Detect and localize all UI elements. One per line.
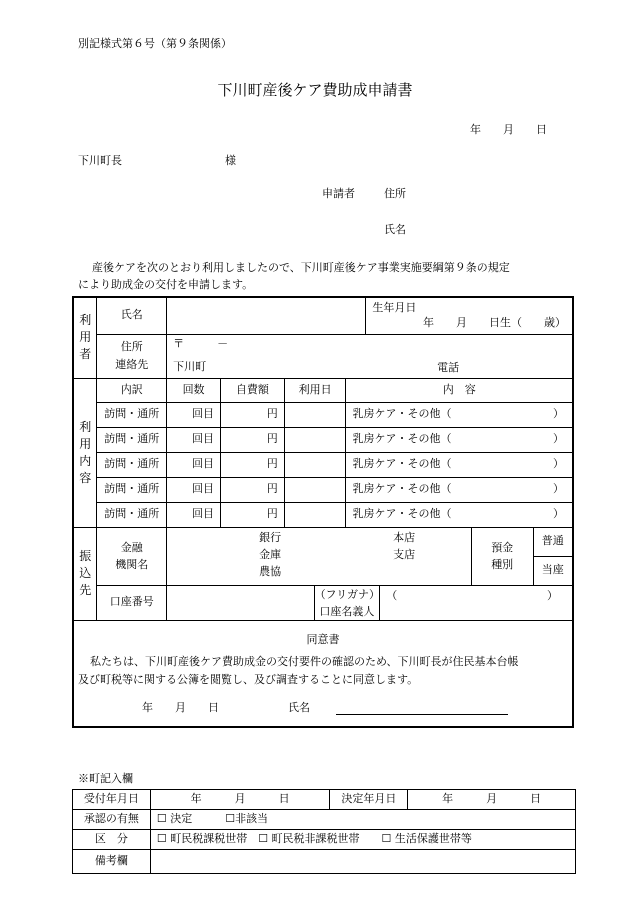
bank-label: 金融 機関名 xyxy=(97,527,167,585)
date-line: 年 月 日 xyxy=(470,123,547,136)
page-title: 下川町産後ケア費助成申請書 xyxy=(217,81,413,99)
row-content[interactable]: 乳房ケア・その他（ ） xyxy=(346,452,573,477)
remarks-field[interactable] xyxy=(150,850,575,874)
row-type: 訪問・通所 xyxy=(97,477,167,502)
account-holder-field[interactable]: （ ） xyxy=(380,585,573,620)
consent-line-2: 及び町税等に関する公簿を閲覧し、及び調査することに同意します。 xyxy=(78,672,419,686)
intro-line-1: 産後ケアを次のとおり利用しましたので、下川町産後ケア事業実施要綱第９条の規定 xyxy=(92,261,510,274)
col-header-content: 内 容 xyxy=(346,378,573,402)
town-name: 下川町 xyxy=(173,360,207,374)
bank-type-shinkin: 金庫 xyxy=(259,547,282,561)
deposit-regular[interactable]: 普通 xyxy=(533,527,573,556)
consent-signature-line[interactable] xyxy=(336,714,508,715)
intro-line-2: により助成金の交付を申請します。 xyxy=(78,278,254,291)
row-type: 訪問・通所 xyxy=(97,402,167,427)
row-amount[interactable]: 円 xyxy=(220,452,284,477)
classification-options[interactable]: ☐ 町民税課税世帯 ☐ 町民税非課税世帯 ☐ 生活保護世帯等 xyxy=(150,830,575,850)
dob-fields: 年 月 日生（ 歳） xyxy=(423,315,566,329)
applicant-address-label: 住所 xyxy=(384,187,406,200)
dob-label: 生年月日 xyxy=(372,301,417,314)
user-name-field[interactable] xyxy=(167,297,366,334)
application-table xyxy=(72,296,574,728)
row-count[interactable]: 回目 xyxy=(167,427,221,452)
table-row xyxy=(73,452,573,477)
row-date[interactable] xyxy=(284,477,346,502)
row-content[interactable]: 乳房ケア・その他（ ） xyxy=(346,402,573,427)
row-content[interactable]: 乳房ケア・その他（ ） xyxy=(346,502,573,527)
col-header-amount: 自費額 xyxy=(220,378,284,402)
bank-type-noukyou: 農協 xyxy=(259,564,282,578)
consent-date: 年 月 日 xyxy=(142,700,219,714)
received-date-field[interactable]: 年 月 日 xyxy=(150,790,330,810)
honorific: 様 xyxy=(225,154,236,167)
transfer-section-label: 振 込 先 xyxy=(73,527,97,620)
applicant-label: 申請者 xyxy=(322,187,355,200)
consent-name-label: 氏名 xyxy=(288,700,310,714)
deposit-type-label: 預金 種別 xyxy=(471,527,533,585)
office-heading: ※町記入欄 xyxy=(78,772,133,785)
row-amount[interactable]: 円 xyxy=(220,477,284,502)
user-address-label: 住所 連絡先 xyxy=(97,334,167,378)
branch-sub: 支店 xyxy=(393,547,416,561)
col-header-breakdown: 内訳 xyxy=(97,378,167,402)
user-address-field[interactable] xyxy=(167,334,573,378)
account-number-field[interactable] xyxy=(167,585,314,620)
account-number-label: 口座番号 xyxy=(97,585,167,620)
row-count[interactable]: 回目 xyxy=(167,402,221,427)
applicant-name-label: 氏名 xyxy=(384,223,406,236)
row-date[interactable] xyxy=(284,502,346,527)
col-header-date: 利用日 xyxy=(284,378,346,402)
table-row xyxy=(73,502,573,527)
row-count[interactable]: 回目 xyxy=(167,452,221,477)
user-name-label: 氏名 xyxy=(97,297,167,334)
consent-title: 同意書 xyxy=(306,632,340,646)
row-type: 訪問・通所 xyxy=(97,452,167,477)
decided-date-label: 決定年月日 xyxy=(330,790,408,810)
phone-label: 電話 xyxy=(437,360,460,374)
row-content[interactable]: 乳房ケア・その他（ ） xyxy=(346,477,573,502)
row-content[interactable]: 乳房ケア・その他（ ） xyxy=(346,427,573,452)
classification-label: 区 分 xyxy=(73,830,151,850)
user-section-label: 利 用 者 xyxy=(73,297,97,378)
branch-main: 本店 xyxy=(393,530,416,544)
table-row xyxy=(73,427,573,452)
row-amount[interactable]: 円 xyxy=(220,402,284,427)
decided-date-field[interactable]: 年 月 日 xyxy=(408,790,576,810)
received-date-label: 受付年月日 xyxy=(73,790,151,810)
row-date[interactable] xyxy=(284,427,346,452)
usage-section-label: 利 用 内 容 xyxy=(73,378,97,527)
row-type: 訪問・通所 xyxy=(97,502,167,527)
user-dob-field[interactable] xyxy=(366,297,573,334)
remarks-label: 備考欄 xyxy=(73,850,151,874)
consent-section xyxy=(73,620,573,727)
deposit-current[interactable]: 当座 xyxy=(533,556,573,585)
form-reference: 別記様式第６号（第９条関係） xyxy=(78,37,232,50)
approval-options[interactable]: ☐ 決定 ☐非該当 xyxy=(150,810,575,830)
row-count[interactable]: 回目 xyxy=(167,477,221,502)
bank-type-bank: 銀行 xyxy=(259,530,282,544)
col-header-count: 回数 xyxy=(167,378,221,402)
bank-field[interactable] xyxy=(167,527,472,585)
consent-line-1: 私たちは、下川町産後ケア費助成金の交付要件の確認のため、下川町長が住民基本台帳 xyxy=(90,654,519,668)
approval-label: 承認の有無 xyxy=(73,810,151,830)
addressee: 下川町長 xyxy=(78,154,122,167)
table-row xyxy=(73,477,573,502)
table-row xyxy=(73,402,573,427)
row-amount[interactable]: 円 xyxy=(220,427,284,452)
row-date[interactable] xyxy=(284,402,346,427)
row-type: 訪問・通所 xyxy=(97,427,167,452)
row-date[interactable] xyxy=(284,452,346,477)
row-amount[interactable]: 円 xyxy=(220,502,284,527)
postal-mark: 〒 － xyxy=(173,337,229,351)
row-count[interactable]: 回目 xyxy=(167,502,221,527)
office-table xyxy=(72,789,576,874)
account-holder-label: （フリガナ） 口座名義人 xyxy=(314,585,380,620)
